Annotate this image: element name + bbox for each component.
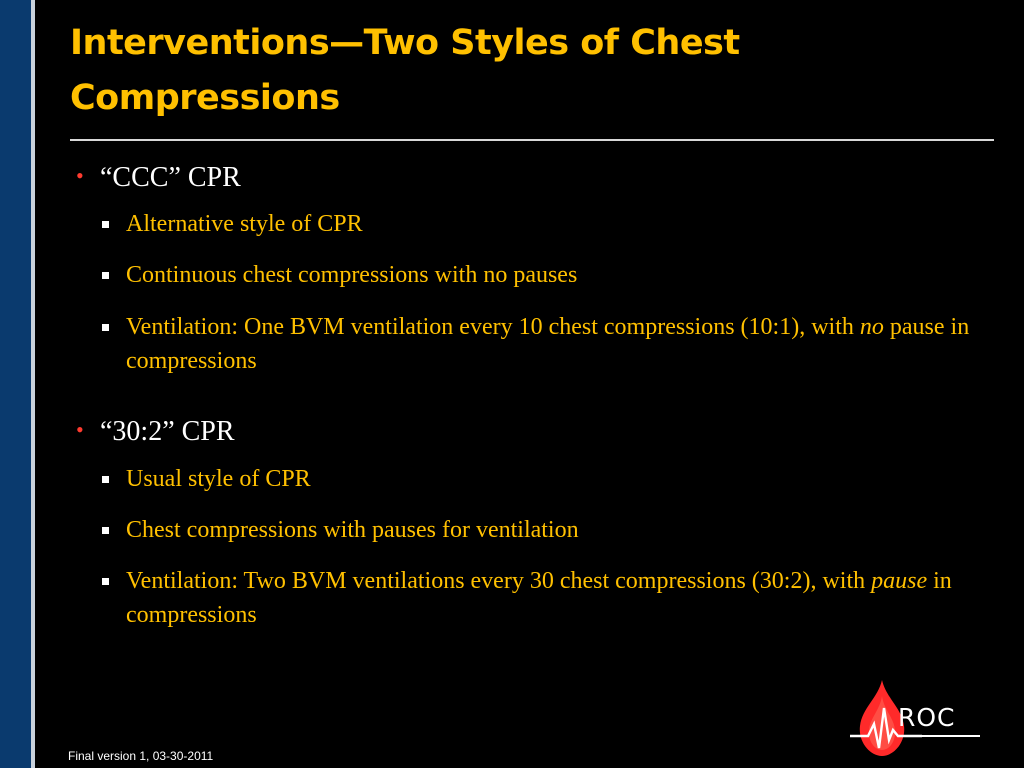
section-heading-ccc bbox=[76, 162, 241, 194]
list-item bbox=[100, 310, 980, 378]
slide-title: Interventions—Two Styles of Chest Compressions bbox=[70, 23, 740, 118]
square-bullet-icon bbox=[102, 578, 109, 585]
list-item bbox=[100, 258, 980, 292]
square-bullet-icon bbox=[102, 272, 109, 279]
list-item-text: Usual style of CPR bbox=[126, 466, 311, 492]
list-item-emphasis: pause bbox=[871, 568, 928, 594]
list-item bbox=[100, 207, 980, 241]
list-item-text: Chest compressions with pauses for ventilation bbox=[126, 517, 579, 543]
list-item-emphasis: no bbox=[859, 314, 884, 340]
list-item-text bbox=[126, 564, 980, 632]
square-bullet-icon bbox=[102, 476, 109, 483]
square-bullet-icon bbox=[102, 324, 109, 331]
list-item bbox=[100, 462, 980, 496]
list-item bbox=[100, 513, 980, 547]
list-item-text-pre: Ventilation: One BVM ventilation every 10 chest compressions (10:1), with bbox=[126, 314, 860, 340]
logo-text: ROC bbox=[898, 703, 956, 732]
section-heading-30-2 bbox=[76, 416, 235, 448]
list-item-text: Continuous chest compressions with no pauses bbox=[126, 262, 578, 288]
section-heading-text: “30:2” CPR bbox=[100, 416, 235, 447]
list-item-text-pre: Ventilation: Two BVM ventilations every 30 chest compressions (30:2), with bbox=[126, 568, 872, 594]
footer-version: Final version 1, 03-30-2011 bbox=[68, 749, 214, 763]
square-bullet-icon bbox=[102, 527, 109, 534]
round-bullet-icon: • bbox=[76, 163, 84, 188]
list-item-text-post: pause in compressions bbox=[126, 314, 970, 374]
square-bullet-icon bbox=[102, 221, 109, 228]
section-heading-text: “CCC” CPR bbox=[100, 162, 241, 193]
round-bullet-icon: • bbox=[76, 417, 84, 442]
list-item-text bbox=[126, 310, 980, 378]
list-item bbox=[100, 564, 980, 632]
list-item-text: Alternative style of CPR bbox=[126, 211, 363, 237]
list-item-text-post: in compressions bbox=[126, 568, 952, 628]
